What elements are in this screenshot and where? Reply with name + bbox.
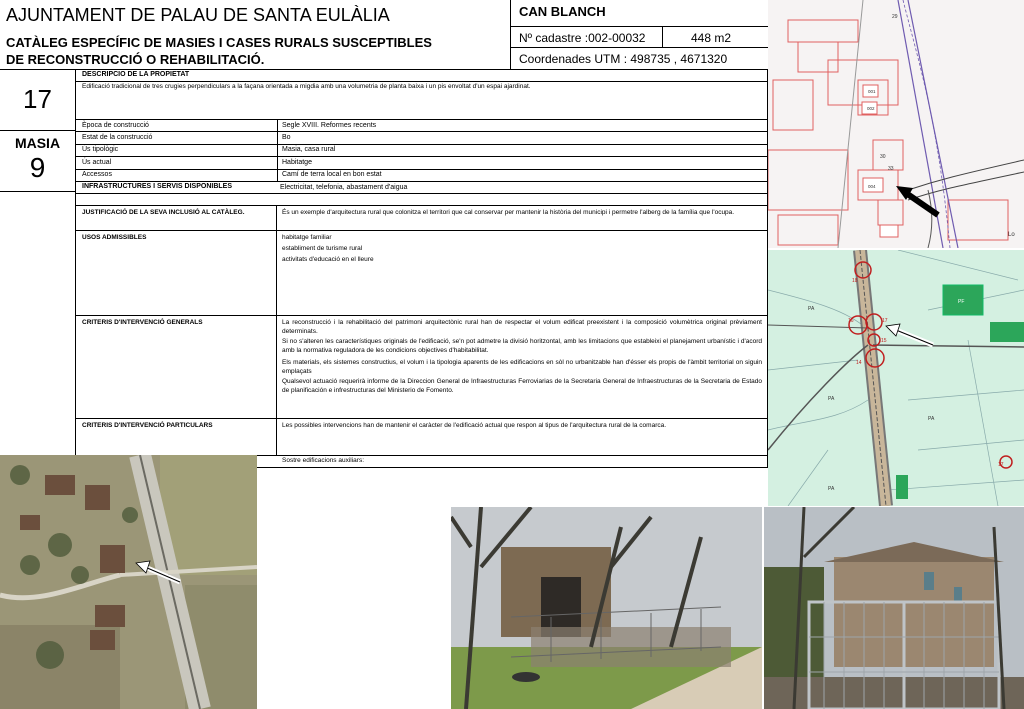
planning-map-label: 15 (881, 338, 887, 344)
cadastre-map-label: Lo (1008, 232, 1015, 238)
attribute-label: Estat de la construcció (82, 133, 153, 141)
use-item: habitatge familiar (282, 234, 332, 241)
attribute-value: Masia, casa rural (282, 146, 336, 154)
row-divider (75, 131, 767, 132)
cadastre-map-label: 002 (867, 106, 875, 111)
property-area: 448 m2 (691, 31, 732, 45)
use-item: activitats d'educació en el lleure (282, 256, 374, 263)
attribute-label: Accessos (82, 171, 112, 179)
cadastre-map-label: 004 (868, 184, 876, 189)
description-text: Edificació tradicional de tres crugies perpendiculars a la façana orientada a migdia amb una volumetria de planta baixa i un pis envoltat d'un espai ajardinat. (82, 83, 531, 90)
planning-map-label: 18 (852, 278, 858, 284)
infrastructure-label: INFRASTRUCTURES I SERVIS DISPONIBLES (82, 183, 233, 190)
aerial-photo (0, 455, 257, 709)
planning-map-label: PA (828, 486, 835, 492)
infrastructure-value: Electricitat, telefonia, abastament d'aigua (280, 184, 408, 191)
description-label: DESCRIPCIO DE LA PROPIETAT (82, 71, 190, 78)
particular-criteria-text: Les possibles intervencions han de mantenir el caràcter de l'edificació actual que respon al tipus de l'arquitectura rural de la comarca. (282, 422, 667, 429)
cadastre-map (768, 0, 1024, 248)
general-criteria-paragraph: La reconstrucció i la rehabilitació del patrimoni arquitectònic rural han de respectar el volum edificat preexistent i la composició volumètrica original prèviament determinats. (282, 319, 762, 335)
cadastre-map-label: 33 (888, 166, 894, 172)
general-criteria-label: CRITERIS D'INTERVENCIÓ GENERALS (82, 319, 203, 326)
cadastre-map-label: 29 (892, 14, 898, 20)
planning-map-label: 14 (856, 360, 862, 366)
row-divider (75, 156, 767, 157)
building-type-number: 9 (29, 152, 46, 183)
general-criteria-paragraph: Si no s'alteren les característiques originals de l'edificació, se'n pot admetre la divisió horitzontal, amb les limitacions que estableixi el planejament urbanístic i d'acord amb la normativa reguladora de les condicions objectives d'habitabilitat. (282, 338, 762, 354)
attribute-value: Bo (282, 133, 291, 141)
attribute-value: Habitatge (282, 158, 312, 166)
attribute-value: Camí de terra local en bon estat (282, 171, 382, 179)
municipality-title: AJUNTAMENT DE PALAU DE SANTA EULÀLIA (6, 5, 390, 25)
property-name: CAN BLANCH (519, 4, 606, 19)
particular-criteria-label: CRITERIS D'INTERVENCIÓ PARTICULARS (82, 422, 213, 429)
house-photo-gate (764, 507, 1024, 709)
justification-text: És un exemple d'arquitectura rural que colonitza el territori que cal conservar per mantenir la història del municipi i permetre l'alberg de la família que l'ocupa. (282, 209, 735, 216)
planning-map-label: 17 (998, 462, 1004, 468)
planning-map-label: 17 (882, 318, 888, 324)
property-info-box (510, 0, 767, 70)
general-criteria-paragraph: Qualsevol actuació requerirà informe de la Direccion General de Infraestructuras Ferroviarias de la Secretaria General de Infraestructuras de la Secretaria de Estado de planificación e infrestructuras del Ministerio de Fomento. (282, 378, 762, 394)
uses-label: USOS ADMISSIBLES (82, 234, 147, 241)
cadastre-map-label: 30 (880, 154, 886, 160)
row-divider (75, 169, 767, 170)
auxiliary-built-area: Sostre edificacions auxiliars: (282, 457, 365, 464)
justification-label: JUSTIFICACIÓ DE LA SEVA INCLUSIÓ AL CATÀLEG. (82, 209, 245, 216)
catalog-subtitle-line1: CATÀLEG ESPECÍFIC DE MASIES I CASES RURALS SUSCEPTIBLES (6, 35, 432, 50)
row-divider (75, 181, 767, 182)
planning-map-label: PF (958, 299, 965, 305)
utm-coordinates: Coordenades UTM : 498735 , 4671320 (519, 52, 728, 66)
planning-map-label: 16 (848, 318, 854, 324)
row-divider (75, 144, 767, 145)
planning-map-label: PA (928, 416, 935, 422)
cadastre-number: Nº cadastre :002-00032 (519, 31, 646, 45)
planning-map-label: PA (808, 306, 815, 312)
cadastre-map-label: 001 (868, 89, 876, 94)
attribute-label: Ús tipològic (82, 146, 119, 154)
attribute-label: Època de construcció (82, 121, 149, 129)
attribute-label: Ús actual (82, 158, 112, 166)
catalog-subtitle-line2: DE RECONSTRUCCIÓ O REHABILITACIÓ. (6, 52, 265, 67)
use-item: establiment de turisme rural (282, 245, 363, 252)
planning-map (768, 250, 1024, 506)
building-type: MASIA (14, 135, 61, 151)
catalog-number: 17 (23, 84, 52, 114)
planning-map-label: PA (828, 396, 835, 402)
house-photo-front (451, 507, 762, 709)
attribute-value: Segle XVIII. Reformes recents (282, 121, 377, 129)
general-criteria-paragraph: Els materials, els sistemes constructius, el volum i la tipologia aparents de les edificacions en sòl no urbanitzable han d'ésser els propis de l'àmbit territorial on siguin emplaçats (282, 359, 762, 375)
